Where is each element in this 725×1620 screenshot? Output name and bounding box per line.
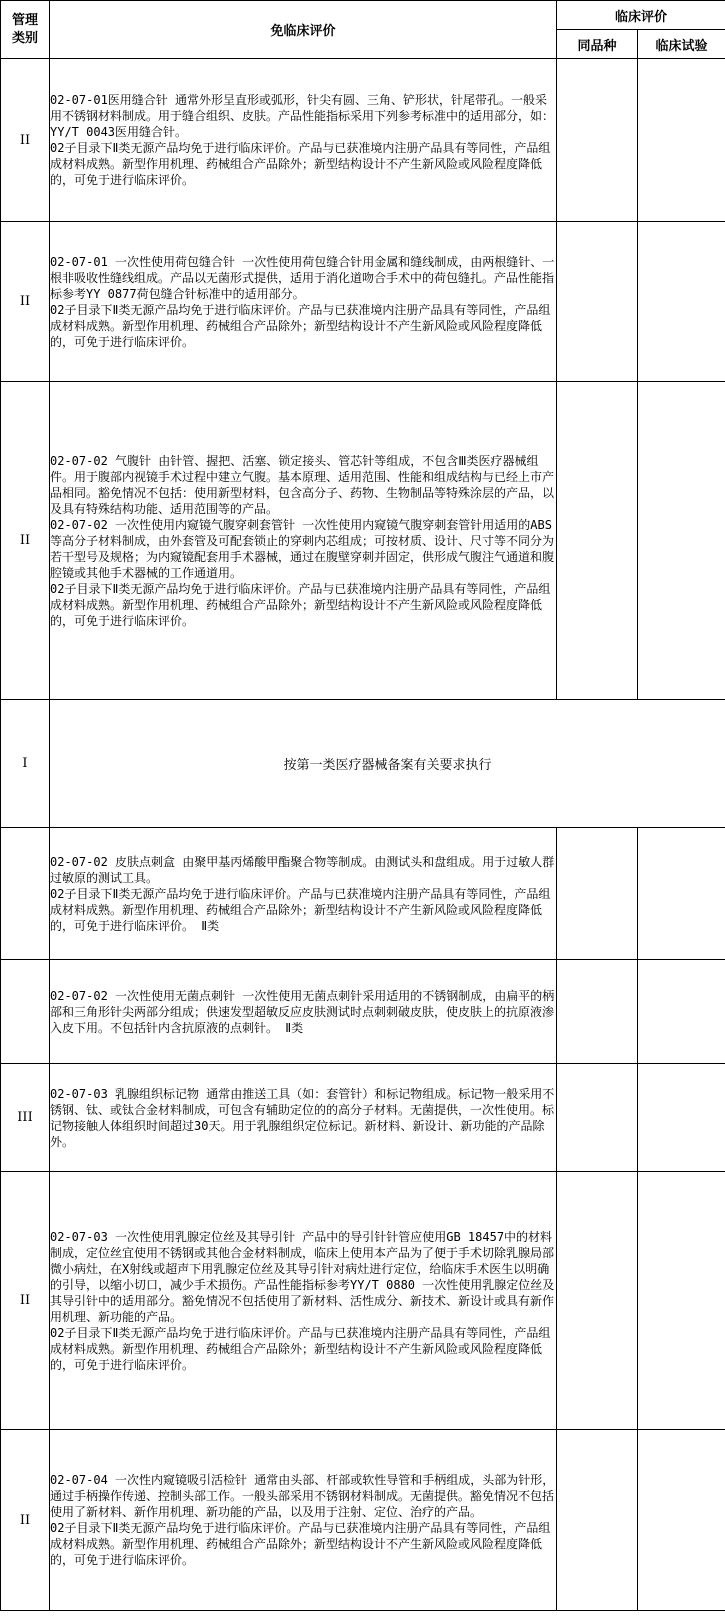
table-row [1,1430,725,1611]
description-paragraph: 02-07-03 一次性使用乳腺定位丝及其导引针 产品中的导引针针管应使用GB 18457中的材料制成，定位丝宜使用不锈钢或其他合金材料制成，临床上使用本产品为了便于手术切除乳腺局部微小病灶，在X射线或超声下用乳腺定位丝及其导引针对病灶进行定位，给临床手术医生以明确的引导，以缩小切口，减少手术损伤。产品性能指标参考YY/T 0880 一次性使用乳腺定位丝及其导引针中的适用部分。豁免情况不包括使用了新材料、活性成分、新技术、新设计或具有新作用机理、新功能的产品。 [50,1229,555,1324]
same-variety-cell [557,59,638,222]
same-variety-cell [557,222,638,382]
class-cell: II [1,1430,50,1611]
table-row [1,1064,725,1172]
header-class-cell: 管理 类别 [1,1,50,59]
description-paragraph: 02-07-02 皮肤点刺盒 由聚甲基丙烯酸甲酯聚合物等制成。由测试头和盘组成。用于过敏人群过敏原的测试工具。 [50,854,555,885]
exempt-description-cell [50,59,557,222]
description-paragraph: 02子目录下Ⅱ类无源产品均免于进行临床评价。产品与已获准境内注册产品具有等同性，产品组成材料成熟。新型作用机理、药械组合产品除外；新型结构设计不产生新风险或风险程度降低的，可免于进行临床评价。 [50,581,551,628]
description-paragraph: 02子目录下Ⅱ类无源产品均免于进行临床评价。产品与已获准境内注册产品具有等同性，产品组成材料成熟。新型作用机理、药械组合产品除外；新型结构设计不产生新风险或风险程度降低的，可免于进行临床评价。 [50,302,551,349]
description-paragraph: 02-07-04 一次性内窥镜吸引活检针 通常由头部、杆部或软性导管和手柄组成，头部为针形，通过手柄操作传递、控制头部工作。一般头部采用不锈钢材料制成。无菌提供。豁免情况不包括使用了新材料、新作用机理、新功能的产品，以及用于注射、定位、治疗的产品。 [50,1473,555,1519]
exempt-description-cell [50,828,557,960]
same-variety-cell [557,1064,638,1172]
class-cell: II [1,222,50,382]
class-cell [1,960,50,1064]
class-cell: II [1,1172,50,1430]
header-exempt-cell: 免临床评价 [50,1,557,59]
clinical-trial-cell [638,222,725,382]
description-paragraph: 02-07-01医用缝合针 通常外形呈直形或弧形，针尖有圆、三角、铲形状，针尾带孔。一般采用不锈钢材料制成。用于缝合组织、皮肤。产品性能指标采用下列参考标准中的适用部分，如：YY/T 0043医用缝合针。 [50,93,555,139]
same-variety-cell [557,1172,638,1430]
description-paragraph: 02子目录下Ⅱ类无源产品均免于进行临床评价。产品与已获准境内注册产品具有等同性，产品组成材料成熟。新型作用机理、药械组合产品除外；新型结构设计不产生新风险或风险程度降低的，可免于进行临床评价。 [50,141,551,187]
exempt-description-cell [50,1430,557,1611]
same-variety-cell [557,1430,638,1611]
description-paragraph: 02子目录下Ⅱ类无源产品均免于进行临床评价。产品与已获准境内注册产品具有等同性，产品组成材料成熟。新型作用机理、药械组合产品除外；新型结构设计不产生新风险或风险程度降低的，可免于进行临床评价。 Ⅱ类 [50,886,551,933]
same-variety-cell [557,828,638,960]
description-paragraph: 02-07-02 气腹针 由针管、握把、活塞、锁定接头、管芯针等组成，不包含Ⅲ类医疗器械组件。用于腹部内视镜手术过程中建立气腹。基本原理、适用范围、性能和组成结构与已经上市产品相同。豁免情况不包括：使用新型材料，包含高分子、药物、生物制品等特殊涂层的产品，以及具有特殊结构功能、适用范围等的产品。 [50,453,555,516]
exempt-description-cell [50,960,557,1064]
exempt-description-cell [50,382,557,700]
same-variety-cell [557,960,638,1064]
description-paragraph: 02-07-03 乳腺组织标记物 通常由推送工具（如：套管针）和标记物组成。标记物一般采用不锈钢、钛、或钛合金材料制成，可包含有辅助定位的的高分子材料。无菌提供，一次性使用。标记物接触人体组织时间超过30天。用于乳腺组织定位标记。新材料、新设计、新功能的产品除外。 [50,1086,555,1149]
clinical-trial-cell [638,1430,725,1611]
merged-note-cell: 按第一类医疗器械备案有关要求执行 [50,700,725,828]
exempt-description-cell [50,222,557,382]
exempt-description-cell [50,1172,557,1430]
table-row [1,1172,725,1430]
clinical-trial-cell [638,960,725,1064]
clinical-trial-cell [638,1172,725,1430]
header-same-variety-cell: 同品种 [557,30,638,59]
class-cell [1,828,50,960]
description-paragraph: 02-07-02 一次性使用无菌点刺针 一次性使用无菌点刺针采用适用的不锈钢制成，由扁平的柄部和三角形针尖两部分组成；供速发型超敏反应皮肤测试时点刺刺破皮肤，使皮肤上的抗原液渗入皮下用。不包括针内含抗原液的点刺针。 Ⅱ类 [50,988,555,1035]
class-cell: II [1,59,50,222]
clinical-trial-cell [638,382,725,700]
header-clinical-trial-cell: 临床试验 [638,30,725,59]
description-paragraph: 02-07-02 一次性使用内窥镜气腹穿刺套管针 一次性使用内窥镜气腹穿刺套管针用适用的ABS等高分子材料制成，由外套管及可配套锁止的穿刺内芯组成；可按材质、设计、尺寸等不同分为若干型号及规格；为内窥镜配套用手术器械，通过在腹壁穿刺并固定，供形成气腹注气通道和腹腔镜或其他手术器械的工作通道用。 [50,517,555,580]
clinical-trial-cell [638,59,725,222]
class-cell: III [1,1064,50,1172]
clinical-trial-cell [638,828,725,960]
description-paragraph: 02-07-01 一次性使用荷包缝合针 一次性使用荷包缝合针用金属和缝线制成，由两根缝针、一根非吸收性缝线组成。产品以无菌形式提供，适用于消化道吻合手术中的荷包缝扎。产品性能指标参考YY 0877荷包缝合针标准中的适用部分。 [50,254,555,301]
clinical-trial-cell [638,1064,725,1172]
header-row-top [1,1,725,30]
class-cell: I [1,700,50,828]
header-clinical-cell: 临床评价 [557,1,725,30]
class-cell: II [1,382,50,700]
exempt-description-cell [50,1064,557,1172]
table-row [1,960,725,1064]
description-paragraph: 02子目录下Ⅱ类无源产品均免于进行临床评价。产品与已获准境内注册产品具有等同性，产品组成材料成熟。新型作用机理、药械组合产品除外；新型结构设计不产生新风险或风险程度降低的，可免于进行临床评价。 [50,1325,551,1372]
same-variety-cell [557,382,638,700]
table-row [1,700,725,828]
table-row [1,382,725,700]
description-paragraph: 02子目录下Ⅱ类无源产品均免于进行临床评价。产品与已获准境内注册产品具有等同性，产品组成材料成熟。新型作用机理、药械组合产品除外；新型结构设计不产生新风险或风险程度降低的，可免于进行临床评价。 [50,1521,551,1567]
table-row [1,59,725,222]
table-row [1,828,725,960]
table-row [1,222,725,382]
